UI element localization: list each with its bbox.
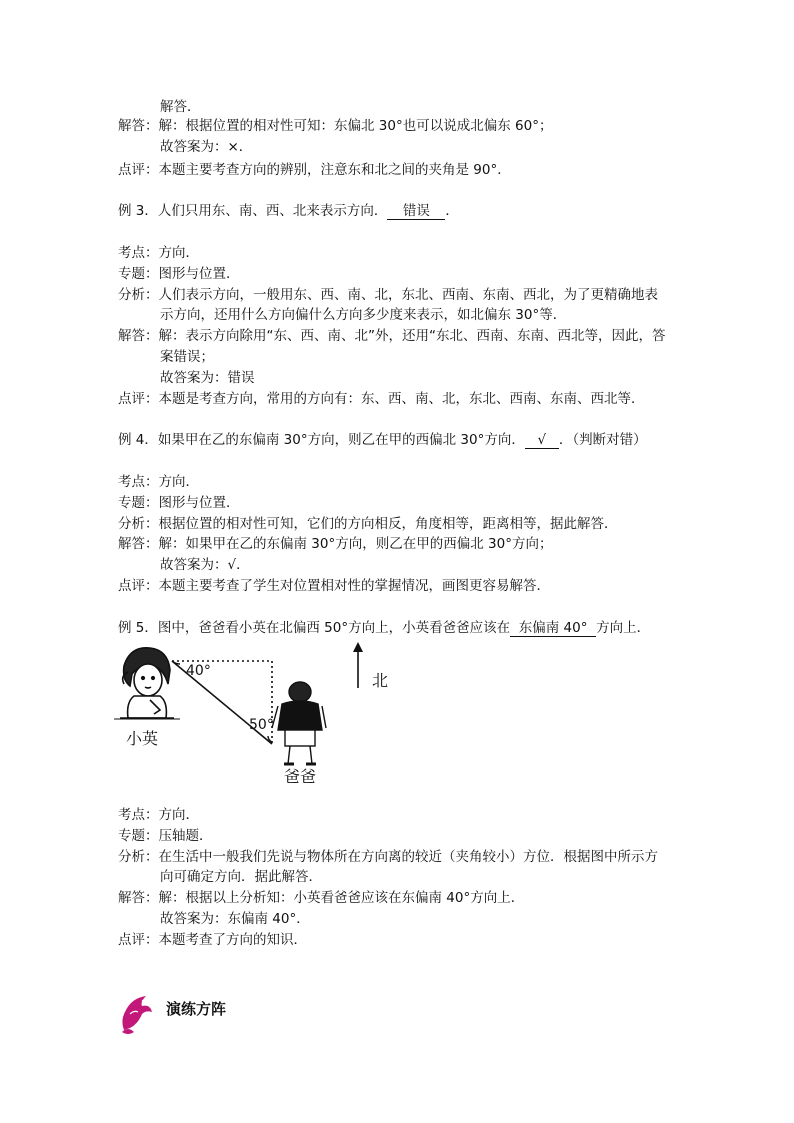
text-line: 分析：人们表示方向，一般用东、西、南、北，东北、西南、东南、西北，为了更精确地表 <box>118 287 658 303</box>
section-title: 演练方阵 <box>166 1000 227 1018</box>
dad-illustration <box>272 682 326 764</box>
angle-label-40: 40° <box>186 663 211 679</box>
xiaoying-label: 小英 <box>126 729 159 748</box>
answer-blank: 错误 <box>387 203 445 220</box>
text-line: 专题：图形与位置． <box>118 266 240 282</box>
question-end: ．（判断对错） <box>558 432 647 448</box>
dolphin-icon <box>116 990 156 1036</box>
example-5-question <box>118 619 650 637</box>
text-line: 分析：根据位置的相对性可知，它们的方向相反，角度相等，距离相等，据此解答． <box>118 516 618 532</box>
example-4-question <box>118 431 647 449</box>
question-text: 例 5．图中，爸爸看小英在北偏西 50°方向上，小英看爸爸应该在 <box>118 620 511 636</box>
question-text: 例 3．人们只用东、南、西、北来表示方向． <box>118 203 388 219</box>
text-line: 示方向，还用什么方向偏什么方向多少度来表示，如北偏东 30°等． <box>160 307 567 323</box>
text-line: 分析：在生活中一般我们先说与物体所在方向离的较近（夹角较小）方位．根据图中所示方 <box>118 849 658 865</box>
direction-diagram <box>110 640 410 790</box>
question-end: ． <box>445 203 459 219</box>
text-line: 故答案为：×． <box>160 139 253 155</box>
question-text: 例 4．如果甲在乙的东偏南 30°方向，则乙在甲的西偏北 30°方向． <box>118 432 525 448</box>
angle-label-50: 50° <box>249 717 274 733</box>
text-line: 考点：方向． <box>118 474 199 490</box>
text-line: 故答案为：错误 <box>160 370 255 386</box>
text-line: 故答案为：东偏南 40°． <box>160 911 310 927</box>
text-line: 考点：方向． <box>118 807 199 823</box>
text-line: 向可确定方向．据此解答． <box>160 869 322 885</box>
answer-blank: √ <box>525 432 559 449</box>
text-line: 专题：压轴题． <box>118 828 213 844</box>
girl-illustration <box>114 648 180 719</box>
text-line: 解答：解：表示方向除用“东、西、南、北”外，还用“东北、西南、东南、西北等，因此，答 <box>118 328 666 344</box>
section-heading <box>116 990 316 1036</box>
example-3-question <box>118 202 459 220</box>
text-line: 解答：解：根据位置的相对性可知：东偏北 30°也可以说成北偏东 60°； <box>118 118 553 134</box>
text-line: 解答：解：如果甲在乙的东偏南 30°方向，则乙在甲的西偏北 30°方向； <box>118 536 553 552</box>
text-line: 解答． <box>160 99 201 115</box>
text-line: 解答：解：根据以上分析知：小英看爸爸应该在东偏南 40°方向上． <box>118 890 525 906</box>
direction-figure <box>110 640 410 790</box>
text-line: 故答案为：√． <box>160 557 250 573</box>
text-line: 点评：本题是考查方向，常用的方向有：东、西、南、北，东北、西南、东南、西北等． <box>118 391 645 407</box>
text-line: 考点：方向． <box>118 245 199 261</box>
north-label: 北 <box>372 671 389 690</box>
question-end: 方向上． <box>596 620 651 636</box>
text-line: 点评：本题主要考查了学生对位置相对性的掌握情况，画图更容易解答． <box>118 578 550 594</box>
text-line: 点评：本题考查了方向的知识． <box>118 932 307 948</box>
baba-label: 爸爸 <box>284 767 317 786</box>
text-line: 案错误； <box>160 349 214 365</box>
text-line: 点评：本题主要考查方向的辨别，注意东和北之间的夹角是 90°． <box>118 162 511 178</box>
answer-blank: 东偏南 40° <box>510 620 596 637</box>
text-line: 专题：图形与位置． <box>118 495 240 511</box>
north-arrow-icon <box>353 642 363 652</box>
